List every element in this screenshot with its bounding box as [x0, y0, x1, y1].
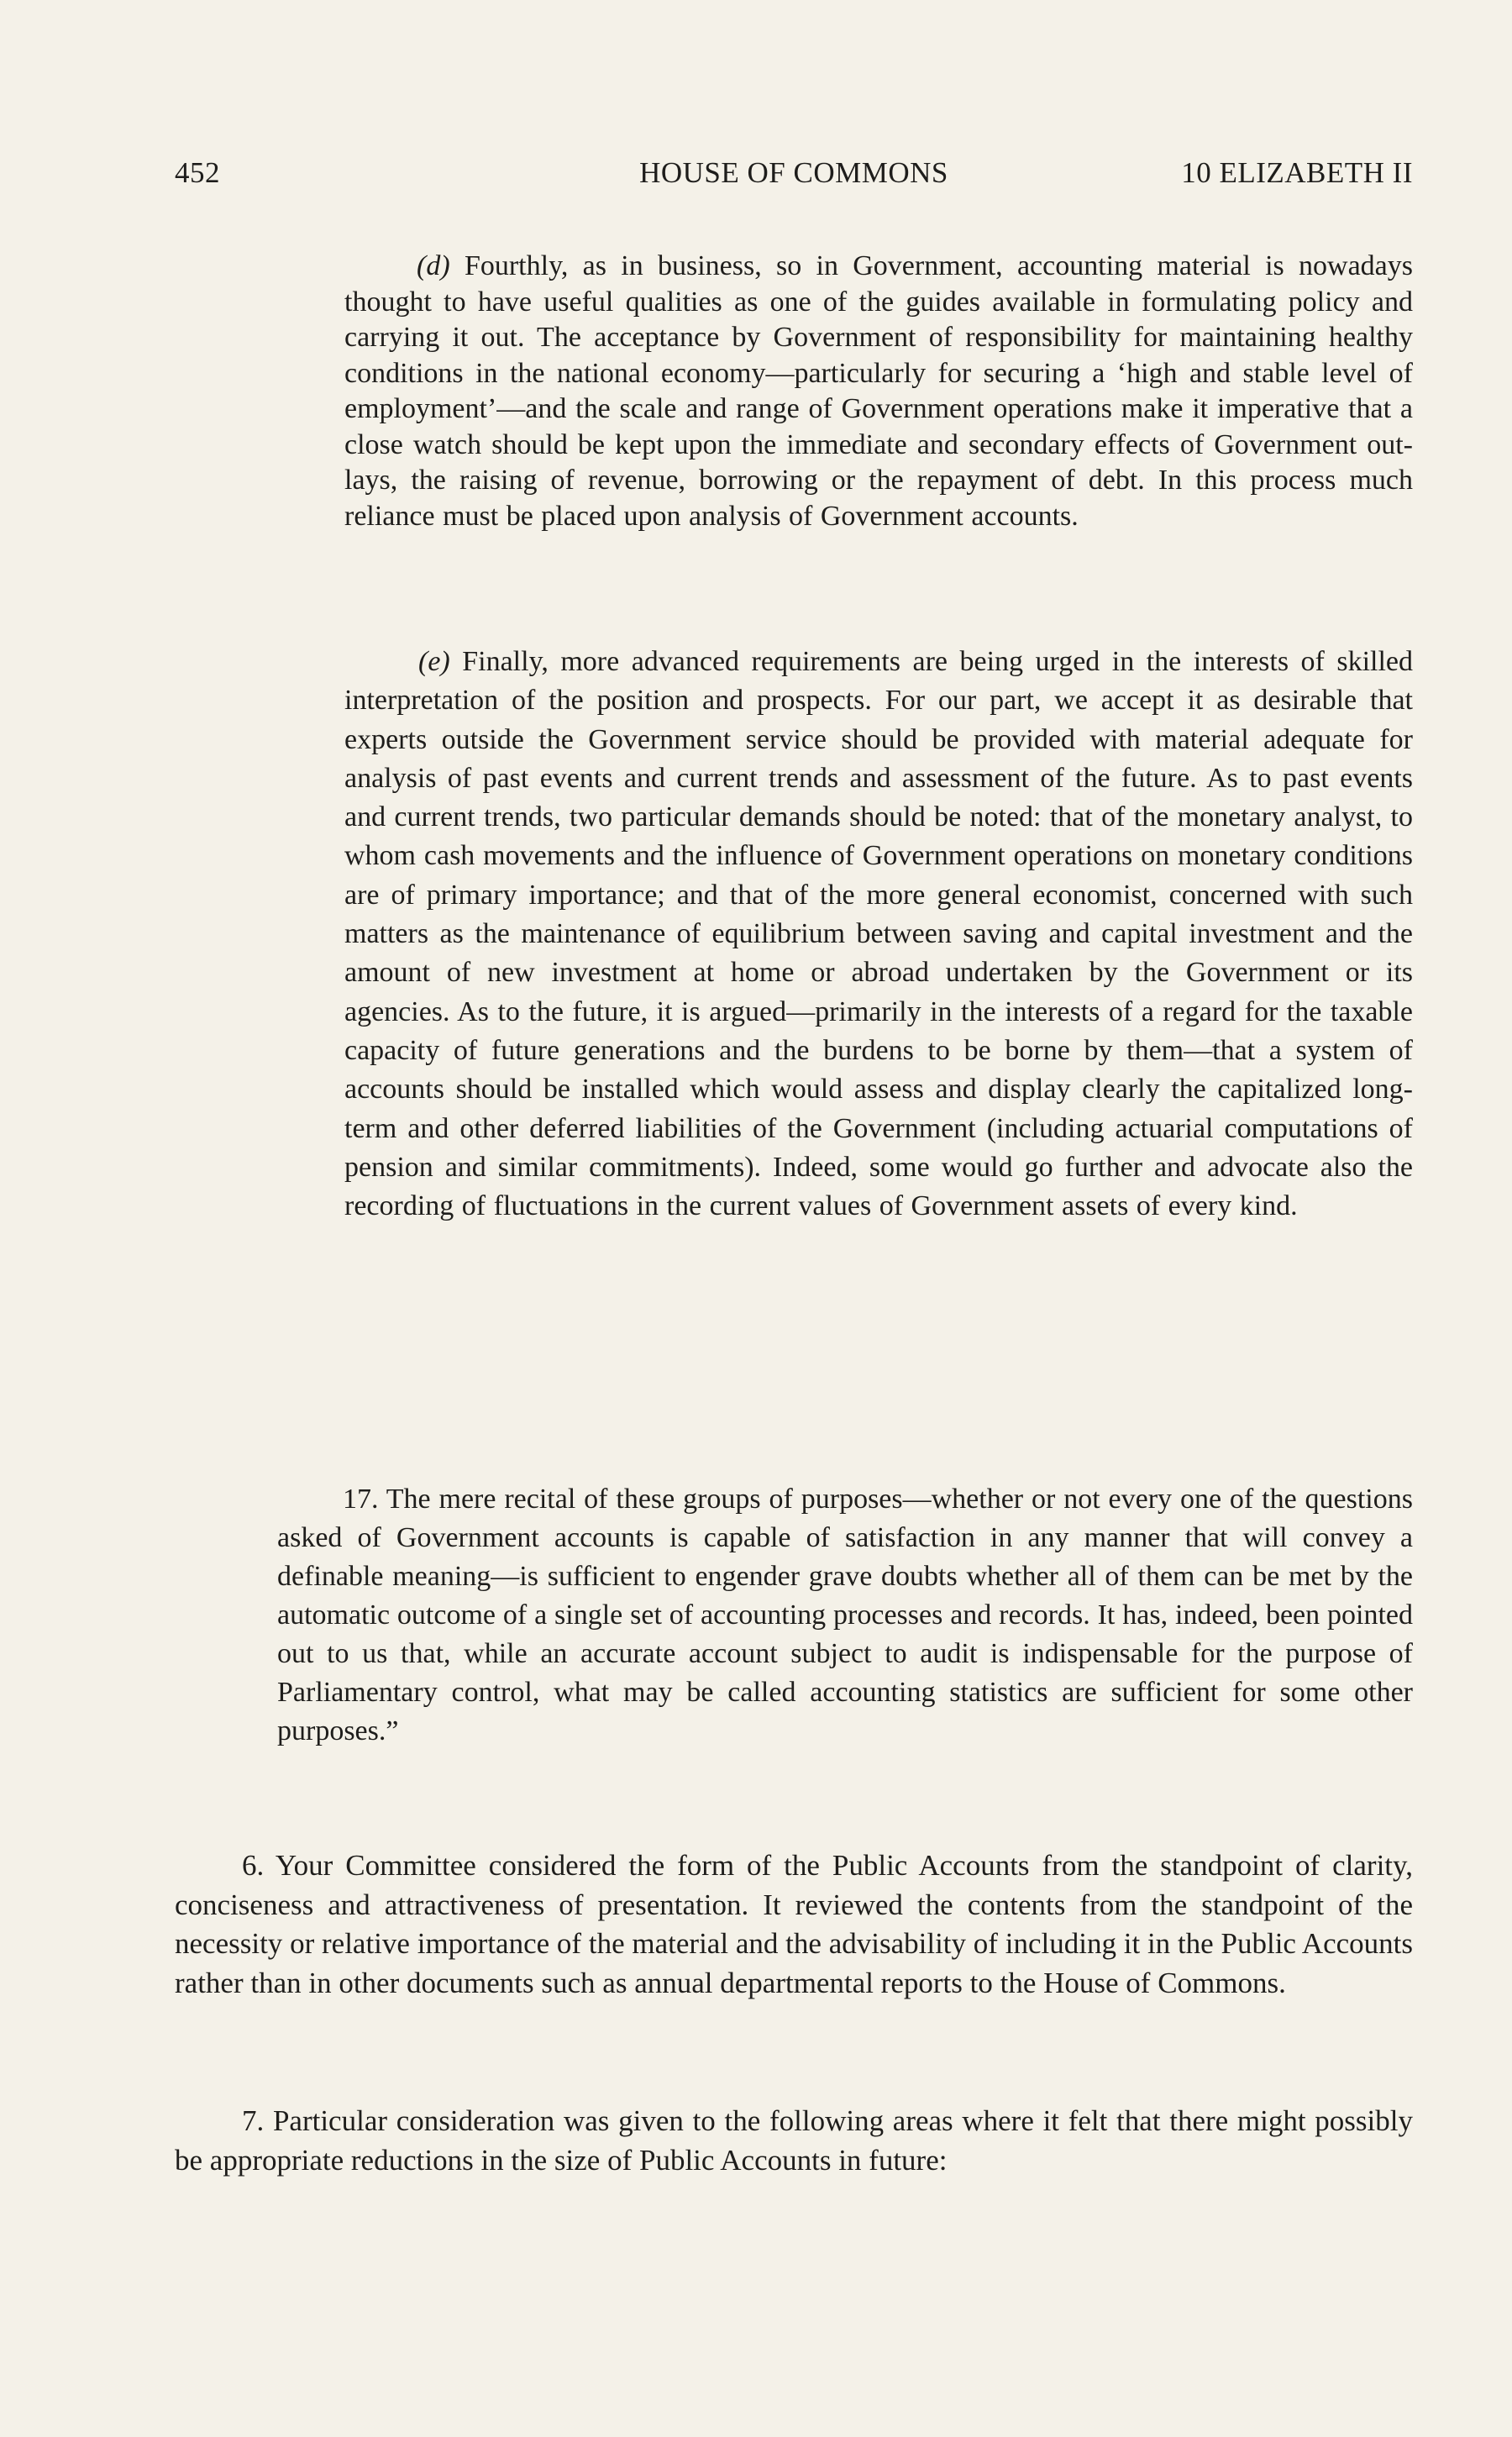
paragraph-text-e: Finally, more advanced requirements are being urged in the interests of skilled interpretation of the position and prospects. For our part, we accept it as desirable that experts outside the Government service should be provided with material adequate for analysis of past events and current trends and assessment of the future. As to past events and current trends, two particular demands should be noted: that of the monetary analyst, to whom cash movements and the influence of Government operations on monetary conditions are of primary importance; and that of the more general economist, concerned with such matters as the maintenance of equilibrium between saving and capital investment and the amount of new investment at home or abroad undertaken by the Government or its agencies. As to the future, it is argued—primarily in the interests of a regard for the taxable capacity of future generations and the burdens to be borne by them—that a system of accounts should be installed which would assess and display clearly the capitalized long-term and other deferred liabilities of the Government (including actuarial computations of pension and similar commitments). Indeed, some would go further and advocate also the recording of fluctuations in the current values of Government assets of every kind. [344, 646, 1413, 1222]
quote-paragraph-e [344, 643, 1413, 1226]
quote-paragraph-17 [277, 1480, 1413, 1751]
quote-paragraph-d [344, 249, 1413, 534]
paragraph-7 [175, 2102, 1413, 2180]
page-header [175, 156, 1413, 197]
paragraph-text-6: Your Committee considered the form of the Public Accounts from the standpoint of clarity, conciseness and attractiveness of presentation. It reviewed the contents from the standpoint of the necessity or relative importance of the material and the advisability of including it in the Public Accounts rather than in other documents such as annual departmental reports to the House of Commons. [175, 1849, 1413, 1999]
paragraph-number-6: 6. [242, 1849, 265, 1882]
paragraph-text-17: 17. The mere recital of these groups of purposes—whether or not every one of the questions asked of Government accounts is capable of satisfaction in any manner that will convey a definable meaning—is sufficient to engender grave doubts whether all of them can be met by the automatic outcome of a single set of accounting processes and records. It has, indeed, been pointed out to us that, while an accurate account subject to audit is indispensable for the purpose of Parliamentary control, what may be called accounting statistics are sufficient for some other purposes.” [277, 1484, 1413, 1746]
reign-year: 10 ELIZABETH II [1181, 156, 1413, 189]
paragraph-marker-d: (d) [417, 250, 450, 281]
paragraph-number-7: 7. [242, 2104, 265, 2137]
paragraph-6 [175, 1846, 1413, 2003]
paragraph-text-7: Particular consideration was given to the following areas where it felt that there might possibly be appropriate reductions in the size of Public Accounts in future: [175, 2104, 1413, 2177]
page-number: 452 [175, 156, 220, 189]
paragraph-text-d: Fourthly, as in business, so in Government, accounting material is nowadays thought to have useful qualities as one of the guides available in formulating policy and carrying it out. The acceptance by Government of responsibility for maintaining healthy conditions in the national economy—particularly for securing a ‘high and stable level of employment’—and the scale and range of Government operations make it imperative that a close watch should be kept upon the immediate and secondary effects of Government outlays, the raising of revenue, borrowing or the repayment of debt. In this process much reliance must be placed upon analysis of Government accounts. [344, 250, 1413, 532]
paragraph-marker-e: (e) [418, 646, 450, 677]
page-title: HOUSE OF COMMONS [639, 156, 948, 189]
